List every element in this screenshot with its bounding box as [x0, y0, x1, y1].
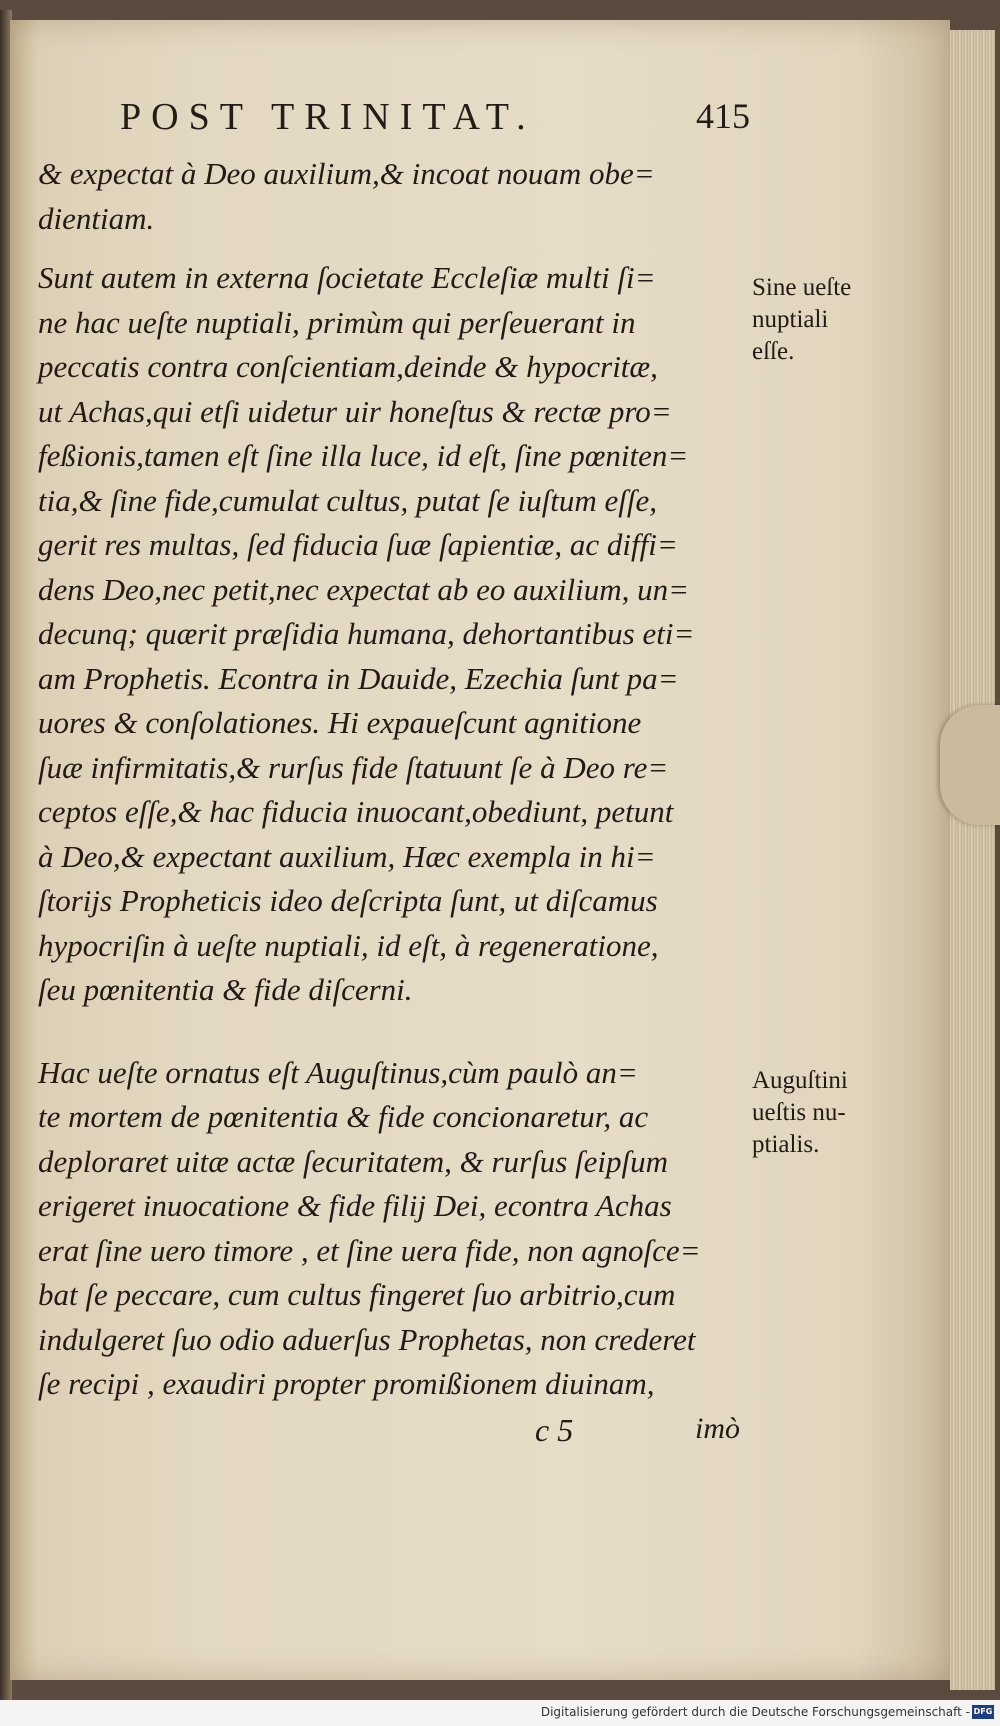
text-line: ſtorijs Propheticis ideo deſcripta ſunt, ut diſcamus	[38, 883, 658, 918]
text-line: ſeu pœnitentia & fide diſcerni.	[38, 972, 413, 1007]
footer-bar	[0, 1700, 1000, 1726]
margin-note-line: eſſe.	[752, 338, 795, 365]
text-line: deploraret uitæ actæ ſecuritatem, & rurſus ſeipſum	[38, 1143, 669, 1179]
margin-note-line: Auguſtini	[752, 1067, 848, 1094]
running-head	[120, 95, 750, 145]
text-line: ne hac ueſte nuptiali, primùm qui perſeuerant in	[38, 304, 636, 340]
thumb-tab-notch	[940, 705, 1000, 825]
text-line: bat ſe peccare, cum cultus fingeret ſuo arbitrio,cum	[38, 1277, 676, 1312]
text-line: ceptos eſſe,& hac fiducia inuocant,obediunt, petunt	[38, 794, 674, 829]
margin-note-line: nuptiali	[752, 306, 829, 333]
text-line: gerit res multas, ſed fiducia ſuæ ſapientiæ, ac diffi=	[38, 527, 678, 562]
margin-note-sine-ueste	[752, 272, 851, 368]
text-line: erigeret inuocatione & fide filij Dei, econtra Achas	[38, 1188, 672, 1223]
text-line: hypocriſin à ueſte nuptiali, id eſt, à regeneratione,	[38, 927, 659, 963]
margin-note-line: Sine ueſte	[752, 274, 852, 301]
text-line: Hac ueſte ornatus eſt Auguſtinus,cùm paulò an=	[38, 1054, 638, 1090]
text-line: am Prophetis. Econtra in Dauide, Ezechia ſunt pa=	[38, 660, 679, 696]
margin-note-line: ueſtis nu-	[752, 1099, 846, 1126]
digitization-credit: Digitalisierung gefördert durch die Deutsche Forschungsgemeinschaft -	[540, 1705, 970, 1719]
text-line: ut Achas,qui etſi uidetur uir honeſtus & rectæ pro=	[38, 393, 672, 429]
dfg-logo-icon: DFG	[972, 1705, 994, 1719]
signature-mark: c 5	[535, 1412, 574, 1448]
text-line: & expectat à Deo auxilium,& incoat nouam obe=	[38, 156, 655, 191]
catchword: imò	[695, 1412, 740, 1445]
text-line: tia,& ſine fide,cumulat cultus, putat ſe iuſtum eſſe,	[38, 482, 658, 518]
text-line: ſe recipi , exaudiri propter promißionem diuinam,	[38, 1366, 655, 1401]
page-number: 415	[696, 96, 750, 136]
text-line: peccatis contra conſcientiam,deinde & hypocritæ,	[38, 349, 658, 384]
text-line: feßionis,tamen eſt ſine illa luce, id eſt, ſine pœniten=	[38, 438, 689, 473]
text-line: uores & conſolationes. Hi expaueſcunt agnitione	[38, 705, 642, 740]
text-line: ſuæ infirmitatis,& rurſus fide ſtatuunt ſe à Deo re=	[38, 749, 669, 785]
running-title: POST TRINITAT.	[120, 96, 536, 138]
text-line: decunq; quærit præſidia humana, dehortantibus eti=	[38, 616, 695, 651]
page-stack-edge	[950, 30, 995, 1690]
text-line: dens Deo,nec petit,nec expectat ab eo auxilium, un=	[38, 571, 690, 607]
text-line: indulgeret ſuo odio aduerſus Prophetas, non crederet	[38, 1321, 696, 1357]
text-line: erat ſine uero timore , et ſine uera fide, non agnoſce=	[38, 1232, 701, 1268]
margin-note-augustini	[752, 1065, 848, 1161]
text-line: à Deo,& expectant auxilium, Hæc exempla in hi=	[38, 838, 656, 874]
text-line: dientiam.	[38, 200, 155, 236]
text-line: Sunt autem in externa ſocietate Eccleſiæ multi ſi=	[38, 260, 656, 295]
text-line: te mortem de pœnitentia & fide concionaretur, ac	[38, 1099, 649, 1134]
body-text	[38, 152, 738, 1407]
margin-note-line: ptialis.	[752, 1131, 820, 1158]
